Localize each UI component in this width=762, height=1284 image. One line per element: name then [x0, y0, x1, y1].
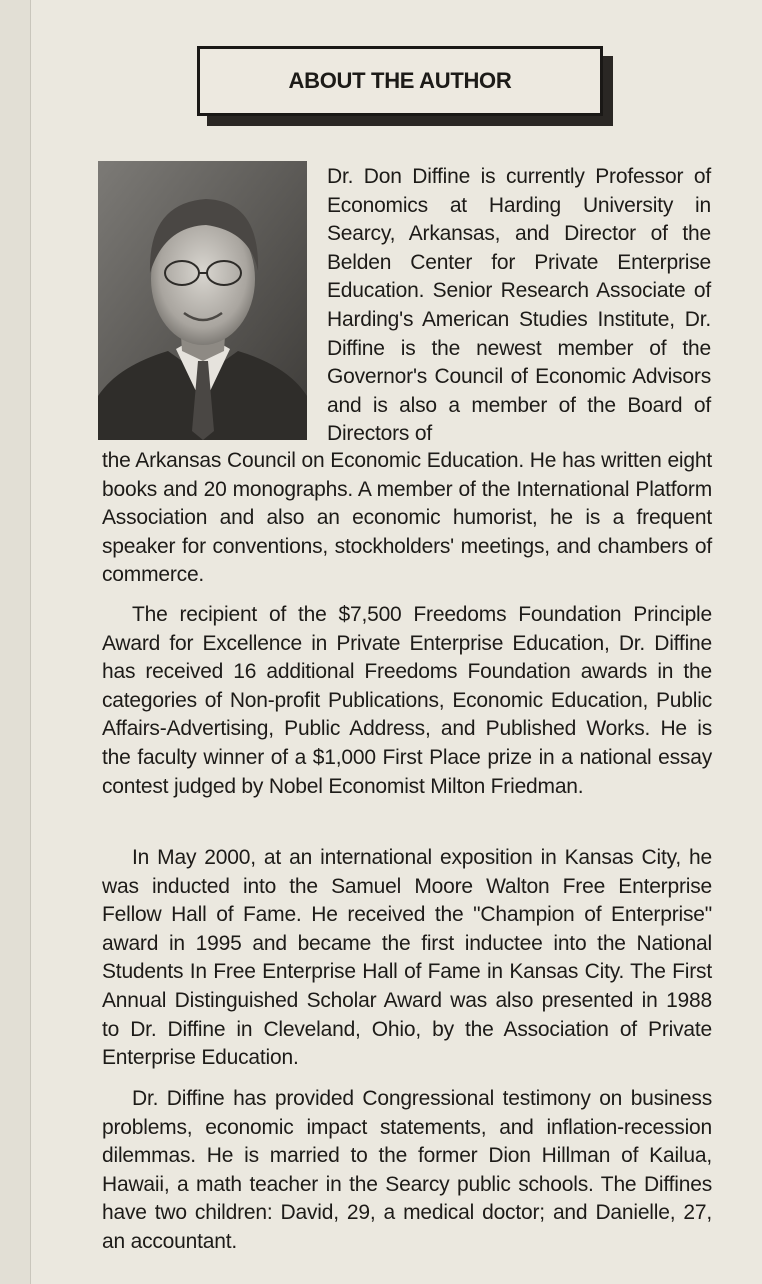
bio-paragraph-1-lower: the Arkansas Council on Economic Education. He has written eight books and 20 monographs. A member of the International Platform Association and also an economic humorist, he is a frequent speaker for conventions, stockholders' meetings, and chambers of commerce.	[102, 449, 712, 587]
bio-paragraph-3: In May 2000, at an international exposition in Kansas City, he was inducted into the Samuel Moore Walton Free Enterprise Fellow Hall of Fame. He received the "Champion of Enterprise" award in 1995 and became the first inductee into the National Students In Free Enterprise Hall of Fame in Kansas City. The First Annual Distinguished Scholar Award was also presented in 1988 to Dr. Diffine in Cleveland, Ohio, by the Association of Private Enterprise Education.	[102, 846, 712, 1070]
page-margin-edge	[0, 0, 31, 1284]
page-title: ABOUT THE AUTHOR	[288, 68, 512, 93]
author-portrait-photo	[98, 161, 307, 440]
bio-paragraph-4: Dr. Diffine has provided Congressional testimony on business problems, economic impact statements, and inflation-recession dilemmas. He is married to the former Dion Hillman of Kailua, Hawaii, a math teacher in the Searcy public schools. The Diffines have two children: David, 29, a medical doctor; and Danielle, 27, an accountant.	[102, 1087, 712, 1253]
bio-paragraph-2: The recipient of the $7,500 Freedoms Foundation Principle Award for Excellence in Private Enterprise Education, Dr. Diffine has received 16 additional Freedoms Foundation awards in the categories of Non-profit Publications, Economic Education, Public Affairs-Advertising, Public Address, and Published Works. He is the faculty winner of a $1,000 First Place prize in a national essay contest judged by Nobel Economist Milton Friedman.	[102, 603, 712, 798]
bio-paragraph-1-upper: Dr. Don Diffine is currently Professor of Economics at Harding University in Searcy, Arkansas, and Director of the Belden Center for Private Enterprise Education. Senior Research Associate of Harding's American Studies Institute, Dr. Diffine is the newest member of the Governor's Council of Economic Advisors and is also a member of the Board of Directors of	[327, 165, 711, 446]
title-box	[197, 46, 603, 116]
